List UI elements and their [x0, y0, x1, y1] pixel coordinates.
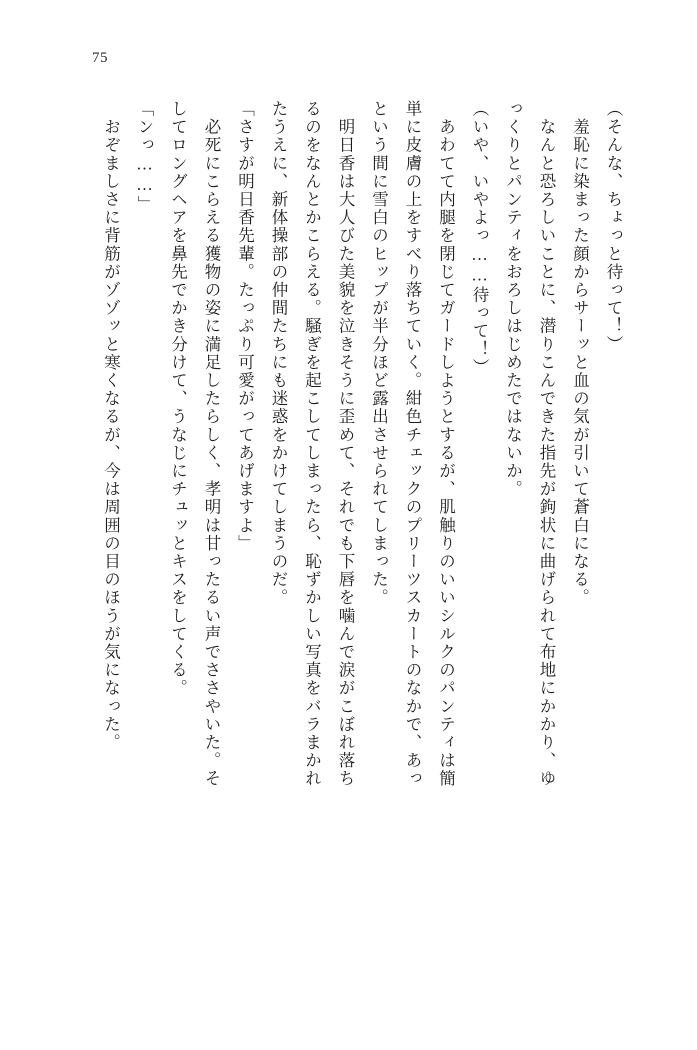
paragraph: るのをなんとかこらえる。騒ぎを起こしてしまったら、恥ずかしい写真をバラまかれ [302, 100, 322, 788]
paragraph: してロングヘアを鼻先でかき分けて、うなじにチュッとキスをしてくる。 [168, 100, 188, 698]
page-text-body [60, 100, 630, 910]
paragraph: っくりとパンティをおろしはじめたではないか。 [503, 100, 523, 499]
paragraph: なんと恐ろしいことに、潜りこんできた指先が鉤状に曲げられて布地にかかり、ゆ [537, 100, 556, 788]
paragraph: 必死にこらえる獲物の姿に満足したらしく、孝明は甘ったるい声でささやいた。そ [202, 100, 221, 788]
paragraph: 「さすが明日香先輩。たっぷり可愛がってあげますよ」 [235, 100, 255, 553]
paragraph: 単に皮膚の上をすべり落ちていく。紺色チェックのプリーツスカートのなかで、あっ [403, 100, 422, 788]
paragraph: 「ンっ……」 [135, 100, 154, 214]
paragraph: 羞恥に染まった顔からサーッと血の気が引いて蒼白になる。 [570, 100, 590, 607]
paragraph: おぞましさに背筋がゾゾッと寒くなるが、今は周囲の目のほうが気になった。 [101, 100, 121, 752]
paragraph: （いや、いやよっ……待って！） [470, 100, 489, 377]
paragraph: 明日香は大人びた美貌を泣きそうに歪めて、それでも下唇を噛んで涙がこぼれ落ち [336, 100, 355, 788]
paragraph: あわてて内腿を閉じてガードしようとするが、肌触りのいいシルクのパンティは簡 [436, 100, 456, 788]
paragraph: （そんな、ちょっと待って！） [604, 100, 623, 354]
paragraph: という間に雪白のヒップが半分ほど露出させられてしまった。 [369, 100, 389, 607]
page-number: 75 [92, 50, 108, 66]
paragraph: たうえに、新体操部の仲間たちにも迷惑をかけてしまうのだ。 [269, 100, 288, 607]
